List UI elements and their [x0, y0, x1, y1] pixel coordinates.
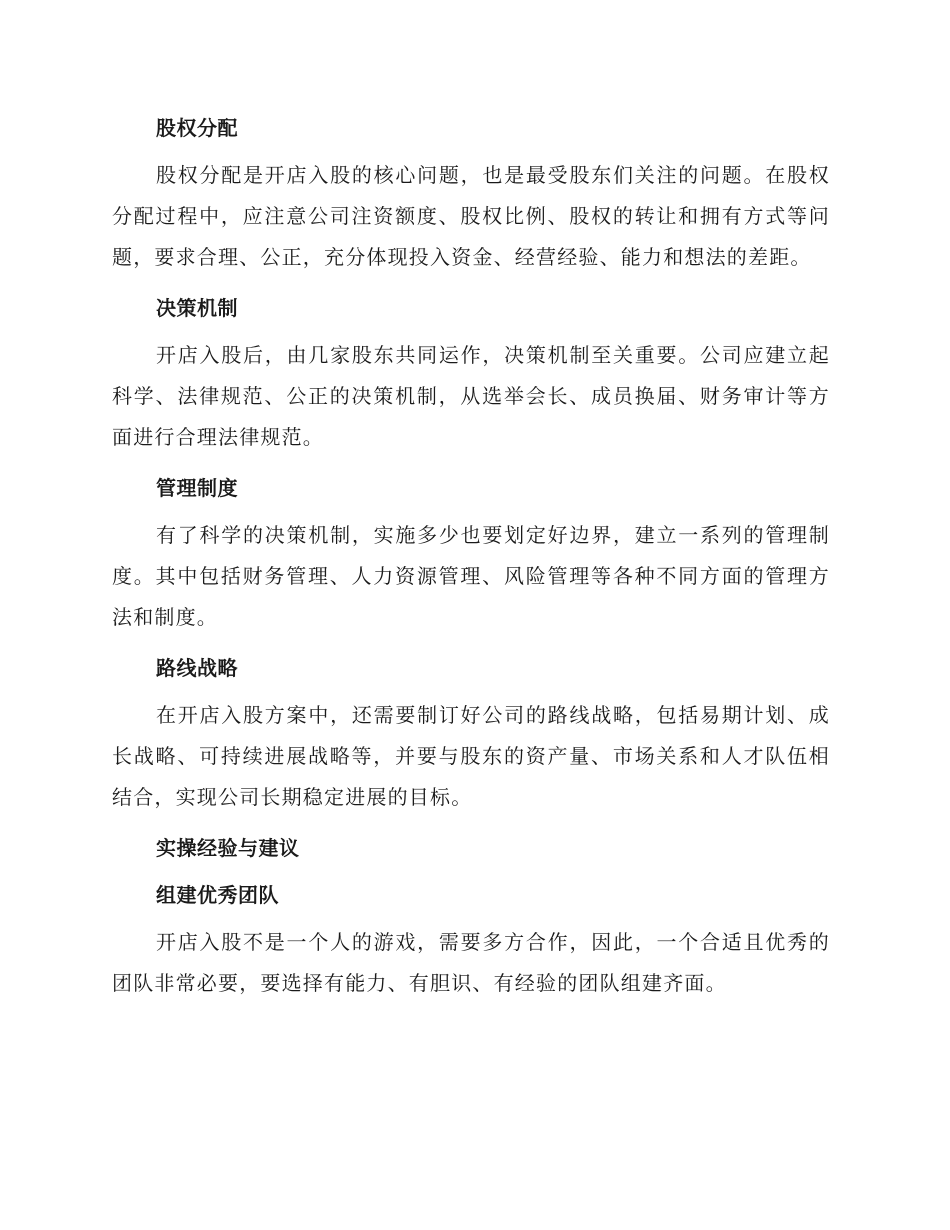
- section-paragraph: 股权分配是开店入股的核心问题，也是最受股东们关注的问题。在股权分配过程中，应注意公司注资额度、股权比例、股权的转让和拥有方式等问题，要求合理、公正，充分体现投入资金、经营经验、能力和想法的差距。: [112, 163, 830, 269]
- section-heading: 决策机制: [156, 296, 238, 320]
- document-page: [112, 108, 830, 1014]
- section-paragraph: 开店入股后，由几家股东共同运作，决策机制至关重要。公司应建立起科学、法律规范、公正的决策机制，从选举会长、成员换届、财务审计等方面进行合理法律规范。: [112, 343, 830, 449]
- section-heading: 实操经验与建议: [156, 836, 300, 860]
- section-paragraph: 在开店入股方案中，还需要制订好公司的路线战略，包括易期计划、成长战略、可持续进展战略等，并要与股东的资产量、市场关系和人才队伍相结合，实现公司长期稳定进展的目标。: [112, 703, 830, 809]
- section-heading: 组建优秀团队: [156, 883, 279, 907]
- section-paragraph: 开店入股不是一个人的游戏，需要多方合作，因此，一个合适且优秀的团队非常必要，要选择有能力、有胆识、有经验的团队组建齐面。: [112, 930, 830, 995]
- section-heading: 路线战略: [156, 656, 238, 680]
- section-heading: 管理制度: [156, 476, 238, 500]
- section-heading: 股权分配: [156, 116, 238, 140]
- section-paragraph: 有了科学的决策机制，实施多少也要划定好边界，建立一系列的管理制度。其中包括财务管理、人力资源管理、风险管理等各种不同方面的管理方法和制度。: [112, 523, 830, 629]
